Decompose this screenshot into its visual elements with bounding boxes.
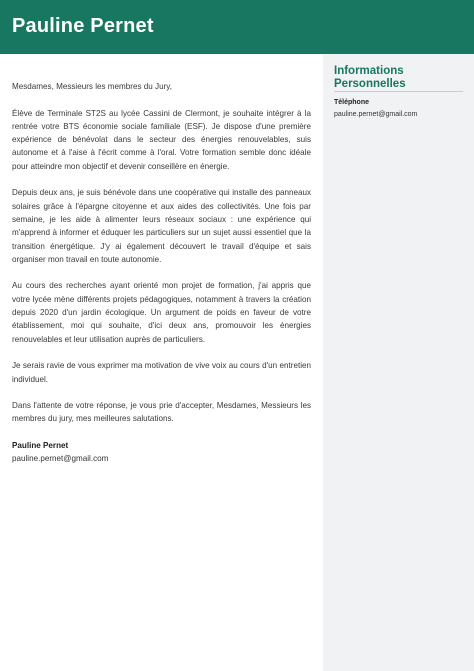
sidebar-title: Informations Personnelles (334, 65, 406, 90)
cover-letter-body (12, 80, 311, 466)
letter-paragraph-2: Depuis deux ans, je suis bénévole dans une coopérative qui installe des panneaux solaires grâce à l'épargne citoyenne et aux aides des collectivités. Une fois par semaine, je les aide à alimenter leurs réseaux sociaux : une expérience qui m'apprend à informer et éduquer les particuliers sur un sujet aussi essentiel que la transition énergétique. J'y ai également découvert le travail d'équipe et sais organiser mon travail en toute autonomie. (12, 188, 311, 264)
letter-paragraph-4: Je serais ravie de vous exprimer ma motivation de vive voix au cours d'un entretien individuel. (12, 361, 311, 384)
applicant-name: Pauline Pernet (12, 15, 154, 37)
phone-label: Téléphone (334, 99, 370, 106)
sidebar-email: pauline.pernet@gmail.com (334, 111, 418, 118)
sidebar-personal-info (323, 54, 474, 671)
signature-name: Pauline Pernet (12, 441, 69, 451)
sidebar-divider (334, 91, 463, 92)
signature-email: pauline.pernet@gmail.com (12, 454, 109, 464)
letter-paragraph-1: Élève de Terminale ST2S au lycée Cassini de Clermont, je souhaite intégrer à la rentrée votre BTS économie sociale familiale (ESF). Je dispose d'une première expérience de bénévolat dans le secteur des énergies renouvelables, suis autonome et à l'aise à l'écrit comme à l'oral. Votre formation semble donc idéale pour atteindre mon objectif et devenir conseillère en énergie. (12, 108, 311, 171)
header-banner (0, 0, 474, 54)
letter-salutation: Mesdames, Messieurs les membres du Jury, (12, 82, 172, 91)
letter-paragraph-5: Dans l'attente de votre réponse, je vous prie d'accepter, Mesdames, Messieurs les membres du jury, mes meilleures salutations. (12, 401, 311, 424)
letter-paragraph-3: Au cours des recherches ayant orienté mon projet de formation, j'ai appris que votre lycée mène différents projets pédagogiques, notamment à travers la création depuis 2020 d'un jardin écologique. Un argument de poids en faveur de votre établissement, moi qui souhaite, d'ici deux ans, promouvoir les énergies renouvelables et leur utilisation auprès de particuliers. (12, 281, 311, 344)
